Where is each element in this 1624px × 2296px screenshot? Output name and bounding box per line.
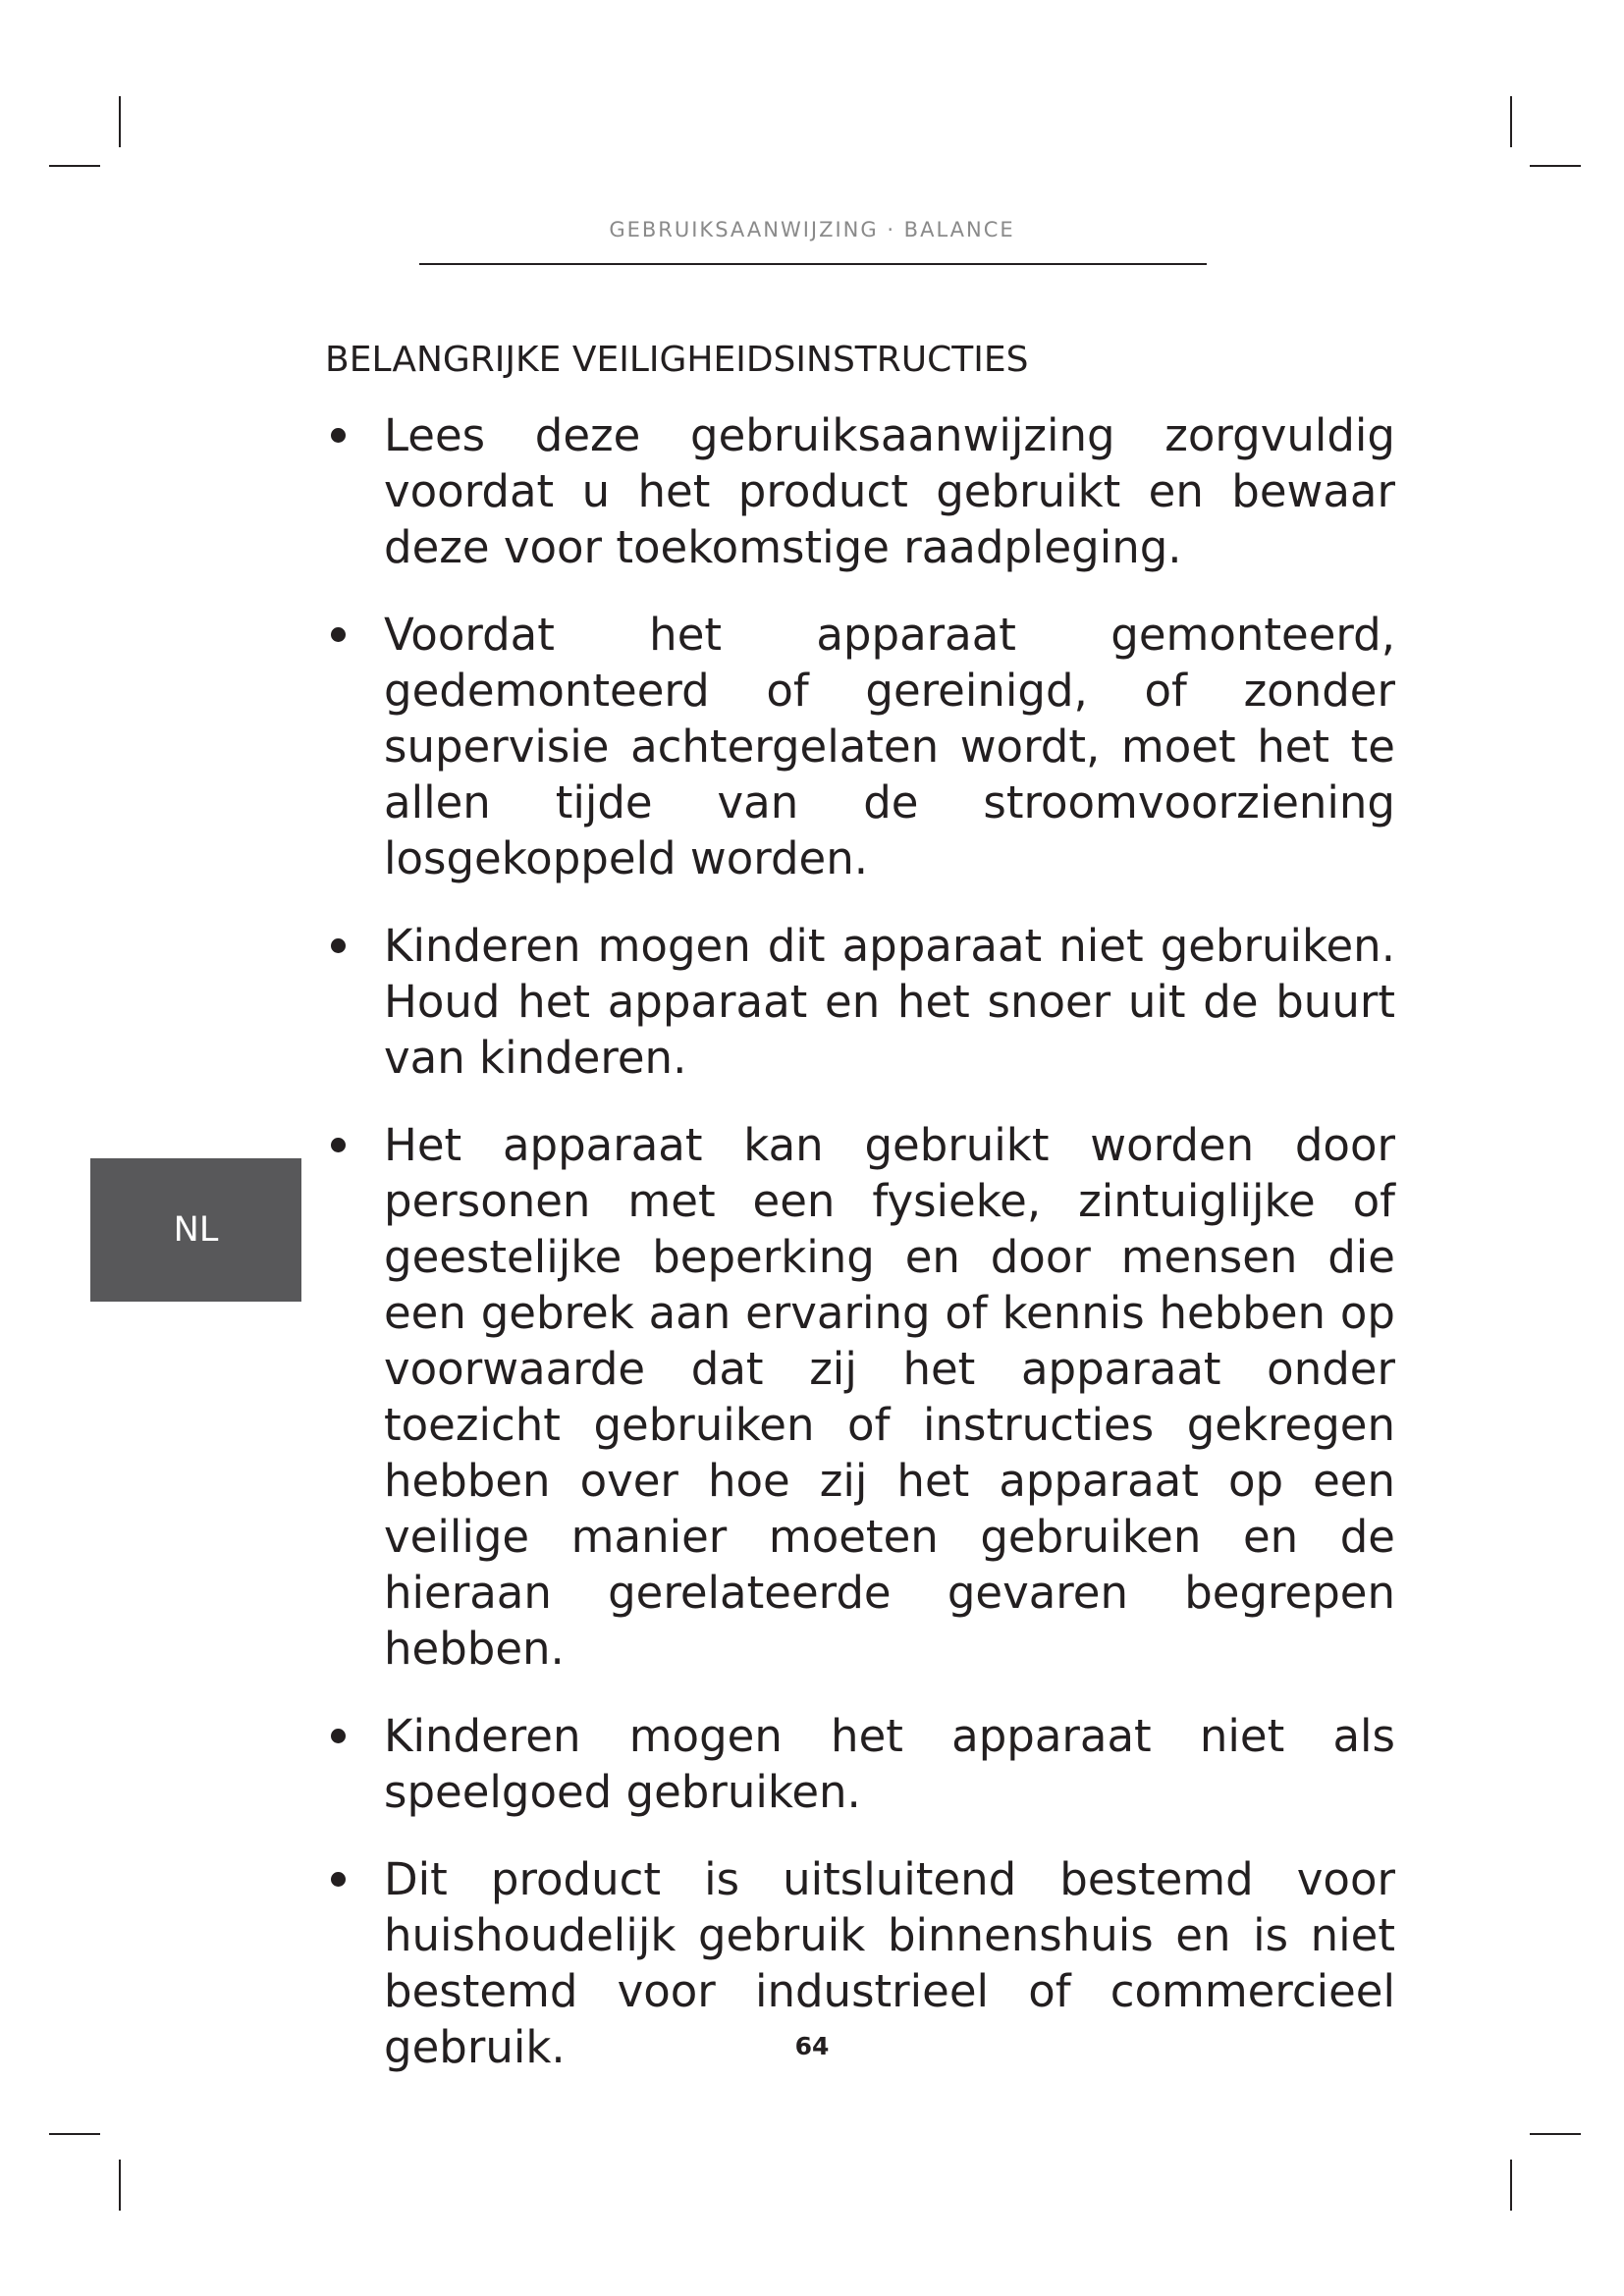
list-item-text: Lees deze gebruiksaanwijzing zorgvuldig voordat u het product gebruikt en bewaar deze voor toekomstige raadpleging. <box>384 409 1395 573</box>
list-item-text: Dit product is uitsluitend bestemd voor huishoudelijk gebruik binnenshuis en is niet bestemd voor industrieel of commercieel gebruik. <box>384 1853 1395 2073</box>
crop-mark-top-right-horizontal <box>1530 165 1581 167</box>
crop-mark-bottom-left-vertical <box>119 2160 121 2211</box>
crop-mark-top-left-vertical <box>119 96 121 147</box>
crop-mark-bottom-right-vertical <box>1510 2160 1512 2211</box>
language-tab <box>90 1158 301 1302</box>
bullet-icon <box>331 938 346 953</box>
running-header: GEBRUIKSAANWIJZING · BALANCE <box>609 218 1015 241</box>
list-item <box>325 1117 1395 1677</box>
bullet-icon <box>331 1729 346 1743</box>
header-divider <box>419 263 1207 265</box>
list-item <box>325 1708 1395 1820</box>
bullet-icon <box>331 627 346 642</box>
crop-mark-top-left-horizontal <box>49 165 100 167</box>
crop-mark-top-right-vertical <box>1510 96 1512 147</box>
crop-mark-bottom-left-horizontal <box>49 2133 100 2135</box>
bullet-icon <box>331 428 346 443</box>
list-item <box>325 918 1395 1086</box>
bullet-icon <box>331 1138 346 1152</box>
list-item-text: Het apparaat kan gebruikt worden door personen met een fysieke, zintuiglijke of geestelijke beperking en door mensen die een gebrek aan ervaring of kennis hebben op voorwaarde dat zij het apparaat onder toezicht gebruiken of instructies gekregen hebben over hoe zij het apparaat op een veilige manier moeten gebruiken en de hieraan gerelateerde gevaren begrepen hebben. <box>384 1119 1395 1675</box>
page-number: 64 <box>794 2032 830 2060</box>
list-item <box>325 607 1395 886</box>
list-item-text: Kinderen mogen het apparaat niet als speelgoed gebruiken. <box>384 1710 1395 1818</box>
crop-mark-bottom-right-horizontal <box>1530 2133 1581 2135</box>
safety-instructions-list <box>325 407 1395 2107</box>
section-heading: BELANGRIJKE VEILIGHEIDSINSTRUCTIES <box>325 340 1029 380</box>
list-item <box>325 407 1395 575</box>
language-tab-label: NL <box>173 1210 219 1250</box>
list-item-text: Kinderen mogen dit apparaat niet gebruiken. Houd het apparaat en het snoer uit de buurt van kinderen. <box>384 920 1395 1084</box>
bullet-icon <box>331 1872 346 1887</box>
list-item-text: Voordat het apparaat gemonteerd, gedemonteerd of gereinigd, of zonder supervisie achtergelaten wordt, moet het te allen tijde van de stroomvoorziening losgekoppeld worden. <box>384 609 1395 884</box>
